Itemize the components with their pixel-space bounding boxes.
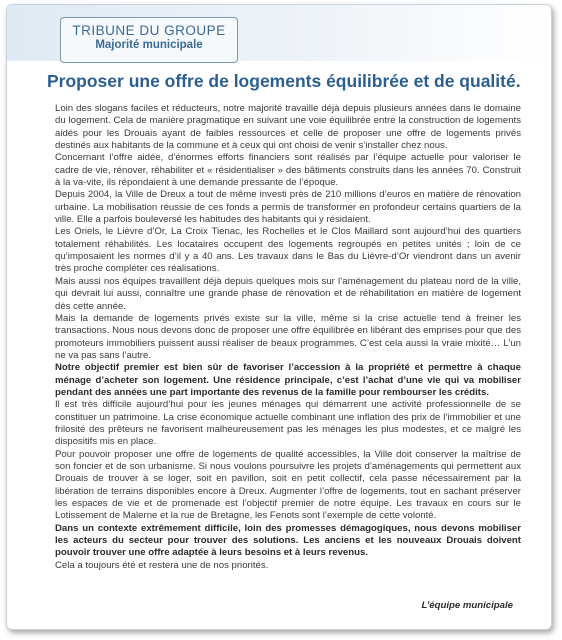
paragraph: Pour pouvoir proposer une offre de logements de qualité accessibles, la Ville doit conserver la maîtrise de son foncier et de son urbanisme. Si nous voulons poursuivre les projets d’aménagements qui permettent aux Drouais de trouver à se loger, soit en pavillon, soit en petit collectif, cela passe nécessairement par la libération de terrains disponibles encore à Dreux. Augmenter l’offre de logements, tout en sachant préserver les espaces de vie et de promenade est l’objectif premier de notre équipe. Les travaux en cours sur le Lotissement de Malerne et la rue de Bretagne, les Fenots sont l’exemple de cette volonté. [55, 448, 521, 522]
section-subtitle: Majorité municipale [95, 39, 203, 51]
paragraph: Concernant l’offre aidée, d’énormes efforts financiers sont réalisés par l’équipe actuelle pour valoriser le cadre de vie, rénover, réhabiliter et « résidentialiser » des bâtiments construits dans les années 70. Construit à la va-vite, ils répondaient à une demande pressante de l’époque. [55, 152, 521, 189]
section-header [60, 17, 238, 63]
paragraph: Mais aussi nos équipes travaillent déjà depuis quelques mois sur l’aménagement du plateau nord de la ville, qui devrait lui aussi, connaître une grande phase de rénovation et de réhabilitation en matière de logement dès cette année. [55, 275, 521, 312]
article-body [55, 103, 521, 572]
paragraph: Mais la demande de logements privés existe sur la ville, même si la crise actuelle tend à freiner les transactions. Nous nous devons donc de proposer une offre équilibrée en libérant des emprises pour que des promoteurs immobiliers puissent aussi réaliser de beaux programmes. C’est cela aussi la vraie mixité… L’un ne va pas sans l’autre. [55, 312, 521, 361]
tribune-panel [6, 4, 552, 630]
article-headline: Proposer une offre de logements équilibrée et de qualité. [47, 71, 521, 91]
paragraph: Loin des slogans faciles et réducteurs, notre majorité travaille déjà depuis plusieurs années dans le domaine du logement. Cela de manière pragmatique en suivant une voie équilibrée entre la construction de logements aidés pour les Drouais ayant de faibles ressources et celle de proposer une offre de logements privés destinés aux habitants de la commune et à ceux qui ont choisi de venir s’installer chez nous. [55, 103, 521, 152]
paragraph: Cela a toujours été et restera une de nos priorités. [55, 559, 269, 571]
section-title: TRIBUNE DU GROUPE [72, 23, 226, 38]
paragraph: Dans un contexte extrêmement difficile, loin des promesses démagogiques, nous devons mobiliser les acteurs du secteur pour trouver des solutions. Les anciens et les nouveaux Drouais doivent pouvoir trouver une offre adaptée à leurs besoins et à leurs revenus. [55, 522, 521, 559]
signature: L’équipe municipale [421, 600, 513, 611]
paragraph: Les Oriels, le Lièvre d’Or, La Croix Tienac, les Rochelles et le Clos Maillard sont aujourd’hui des quartiers totalement réhabilités. Les locataires occupent des logements regroupés en petites unités ; loin de ce qu’imposaient les normes d’il y a 40 ans. Les travaux dans le Bas du Lièvre-d’Or viendront dans un avenir très proche compléter ces réalisations. [55, 226, 521, 275]
paragraph: Notre objectif premier est bien sûr de favoriser l’accession à la propriété et permettre à chaque ménage d’acheter son logement. Une résidence principale, c’est l’achat d’une vie qui va mobiliser pendant des années une part importante des revenus de la famille pour rembourser les crédits. [55, 362, 521, 398]
paragraph: Depuis 2004, la Ville de Dreux a tout de même investi près de 210 millions d’euros en matière de rénovation urbaine. La mobilisation réussie de ces fonds a permis de transformer en profondeur certains quartiers de la ville. Elle a parfois bouleversé les habitudes des habitants qui y résidaient. [55, 189, 521, 226]
paragraph: Il est très difficile aujourd’hui pour les jeunes ménages qui démarrent une activité professionnelle de se constituer un patrimoine. La crise économique actuelle combinant une inflation des prix de l’immobilier et une frilosité des prêteurs ne favorisent malheureusement pas les ménages les plus modestes, et ce malgré les dispositifs mis en place. [55, 399, 521, 448]
